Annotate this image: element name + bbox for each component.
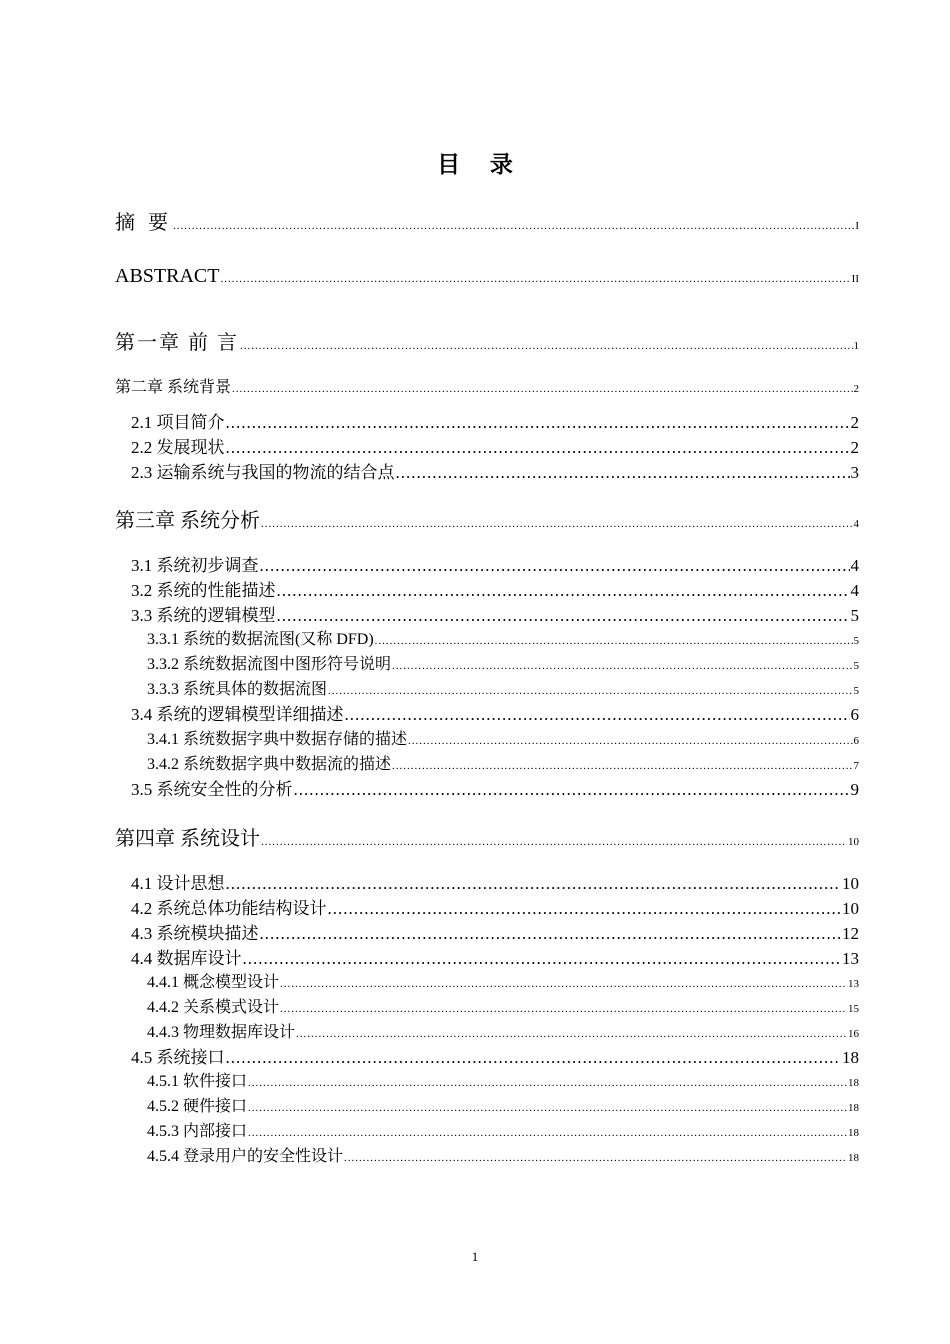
- toc-entry-section[interactable]: [131, 576, 859, 601]
- toc-entry-page: 4: [850, 581, 859, 600]
- toc-entry-subsection[interactable]: [147, 726, 859, 749]
- toc-entry-label: 2.2 发展现状: [131, 438, 225, 457]
- toc-entry-section[interactable]: [131, 458, 859, 483]
- toc-entry-label: 4.1 设计思想: [131, 874, 225, 893]
- toc-entry-section[interactable]: [131, 433, 859, 458]
- toc-entry-section[interactable]: [131, 408, 859, 433]
- toc-entry-page: 2: [850, 413, 859, 432]
- toc-entry-label: 4.2 系统总体功能结构设计: [131, 899, 327, 918]
- dot-leader: [392, 660, 852, 672]
- toc-entry-page: I: [855, 220, 859, 232]
- page-number: 1: [471, 1249, 479, 1264]
- dot-leader: [232, 383, 852, 395]
- toc-entry-page: 13: [842, 949, 859, 968]
- toc-entry-label: 3.4.2 系统数据字典中数据流的描述: [147, 756, 392, 773]
- dot-leader: [173, 220, 854, 232]
- toc-entry-page: 12: [842, 924, 859, 943]
- toc-entry-label: 3.3.3 系统具体的数据流图: [147, 681, 328, 698]
- dot-leader: [375, 635, 853, 647]
- toc-entry-page: 5: [850, 606, 859, 625]
- dot-leader: [396, 463, 850, 483]
- toc-entry-subsection[interactable]: [147, 1118, 859, 1141]
- toc-entry-label: 第二章 系统背景: [115, 379, 232, 396]
- toc-entry-subsection[interactable]: [147, 969, 859, 992]
- toc-entry-page: 10: [842, 899, 859, 918]
- toc-entry-page: 2: [850, 438, 859, 457]
- toc-entry-page: 9: [850, 780, 859, 799]
- toc-entry-label: 4.5.4 登录用户的安全性设计: [147, 1148, 344, 1165]
- toc-entry-subsection[interactable]: [147, 994, 859, 1017]
- toc-entry-label: 2.3 运输系统与我国的物流的结合点: [131, 463, 395, 482]
- toc-entry-label: 3.4.1 系统数据字典中数据存储的描述: [147, 731, 408, 748]
- dot-leader: [280, 978, 847, 990]
- toc-entry-section[interactable]: [131, 551, 859, 576]
- toc-entry-page: 6: [853, 735, 859, 747]
- toc-entry-page: 15: [848, 1003, 859, 1015]
- toc-entry-subsection[interactable]: [147, 1093, 859, 1116]
- dot-leader: [344, 1152, 847, 1164]
- toc-entry-subsection[interactable]: [147, 1068, 859, 1091]
- dot-leader: [226, 438, 850, 458]
- toc-entry-label: 3.3 系统的逻辑模型: [131, 606, 276, 625]
- toc-entry-subsection[interactable]: [147, 1143, 859, 1166]
- dot-leader: [261, 836, 847, 848]
- toc-entry-chapter-2[interactable]: [115, 374, 859, 397]
- toc-entry-label: 4.4.2 关系模式设计: [147, 999, 280, 1016]
- dot-leader: [248, 1102, 847, 1114]
- toc-entry-page: 16: [848, 1028, 859, 1040]
- toc-entry-label: 3.5 系统安全性的分析: [131, 780, 293, 799]
- toc-entry-section[interactable]: [131, 919, 859, 944]
- toc-entry-page: II: [851, 273, 859, 285]
- dot-leader: [220, 273, 850, 285]
- dot-leader: [248, 1077, 847, 1089]
- toc-entry-subsection[interactable]: [147, 751, 859, 774]
- toc-entry-subsection[interactable]: [147, 676, 859, 699]
- dot-leader: [294, 780, 850, 800]
- toc-entry-section[interactable]: [131, 869, 859, 894]
- toc-entry-section[interactable]: [131, 894, 859, 919]
- toc-entry-label: 摘 要: [115, 212, 172, 234]
- toc-entry-label: 第四章 系统设计: [115, 828, 260, 850]
- dot-leader: [226, 874, 842, 894]
- toc-entry-page: 4: [853, 518, 859, 530]
- toc-entry-label: 4.3 系统模块描述: [131, 924, 259, 943]
- toc-entry-subsection[interactable]: [147, 626, 859, 649]
- dot-leader: [261, 518, 853, 530]
- dot-leader: [328, 899, 842, 919]
- dot-leader: [260, 924, 842, 944]
- dot-leader: [226, 1048, 842, 1068]
- toc-entry-label: 4.5.1 软件接口: [147, 1073, 248, 1090]
- toc-entry-label: 3.3.1 系统的数据流图(又称 DFD): [147, 631, 374, 648]
- dot-leader: [260, 556, 850, 576]
- toc-entry-abstract-cn[interactable]: [115, 206, 859, 235]
- dot-leader: [408, 735, 852, 747]
- toc-entry-abstract-en[interactable]: [115, 265, 859, 288]
- toc-entry-label: 4.5.2 硬件接口: [147, 1098, 248, 1115]
- toc-entry-section[interactable]: [131, 1043, 859, 1068]
- toc-entry-label: 3.2 系统的性能描述: [131, 581, 276, 600]
- toc-entry-label: 4.5 系统接口: [131, 1048, 225, 1067]
- toc-entry-chapter-1[interactable]: [115, 326, 859, 355]
- toc-entry-page: 10: [848, 836, 859, 848]
- dot-leader: [296, 1028, 847, 1040]
- dot-leader: [328, 685, 852, 697]
- toc-entry-page: 18: [848, 1152, 859, 1164]
- dot-leader: [248, 1127, 847, 1139]
- toc-entry-subsection[interactable]: [147, 651, 859, 674]
- dot-leader: [277, 581, 850, 601]
- toc-entry-chapter-4[interactable]: [115, 822, 859, 851]
- toc-entry-label: ABSTRACT: [115, 265, 220, 287]
- toc-entry-section[interactable]: [131, 775, 859, 800]
- toc-entry-page: 1: [853, 340, 859, 352]
- toc-entry-page: 18: [848, 1127, 859, 1139]
- toc-entry-label: 第三章 系统分析: [115, 510, 260, 532]
- dot-leader: [243, 949, 842, 969]
- toc-entry-page: 3: [850, 463, 859, 482]
- toc-entry-page: 7: [853, 760, 859, 772]
- toc-entry-page: 2: [853, 383, 859, 395]
- dot-leader: [277, 606, 850, 626]
- toc-entry-label: 4.5.3 内部接口: [147, 1123, 248, 1140]
- toc-entry-label: 3.1 系统初步调查: [131, 556, 259, 575]
- toc-entry-section[interactable]: [131, 601, 859, 626]
- toc-entry-page: 13: [848, 978, 859, 990]
- toc-entry-page: 18: [848, 1077, 859, 1089]
- toc-title: 目 录: [437, 152, 525, 177]
- toc-entry-label: 4.4 数据库设计: [131, 949, 242, 968]
- toc-entry-page: 18: [842, 1048, 859, 1067]
- dot-leader: [280, 1003, 847, 1015]
- toc-entry-label: 3.3.2 系统数据流图中图形符号说明: [147, 656, 392, 673]
- toc-entry-label: 3.4 系统的逻辑模型详细描述: [131, 705, 344, 724]
- toc-entry-page: 5: [853, 635, 859, 647]
- toc-entry-label: 第一章 前 言: [115, 332, 239, 354]
- toc-entry-section[interactable]: [131, 944, 859, 969]
- toc-entry-page: 4: [850, 556, 859, 575]
- toc-entry-page: 5: [853, 660, 859, 672]
- toc-entry-subsection[interactable]: [147, 1019, 859, 1042]
- toc-entry-page: 18: [848, 1102, 859, 1114]
- toc-entry-page: 6: [850, 705, 859, 724]
- toc-entry-chapter-3[interactable]: [115, 504, 859, 533]
- toc-entry-page: 5: [853, 685, 859, 697]
- dot-leader: [226, 413, 850, 433]
- toc-entry-page: 10: [842, 874, 859, 893]
- toc-entry-label: 4.4.1 概念模型设计: [147, 974, 280, 991]
- dot-leader: [392, 760, 852, 772]
- toc-entry-label: 4.4.3 物理数据库设计: [147, 1024, 296, 1041]
- dot-leader: [345, 705, 850, 725]
- toc-entry-section[interactable]: [131, 700, 859, 725]
- dot-leader: [240, 340, 853, 352]
- toc-entry-label: 2.1 项目简介: [131, 413, 225, 432]
